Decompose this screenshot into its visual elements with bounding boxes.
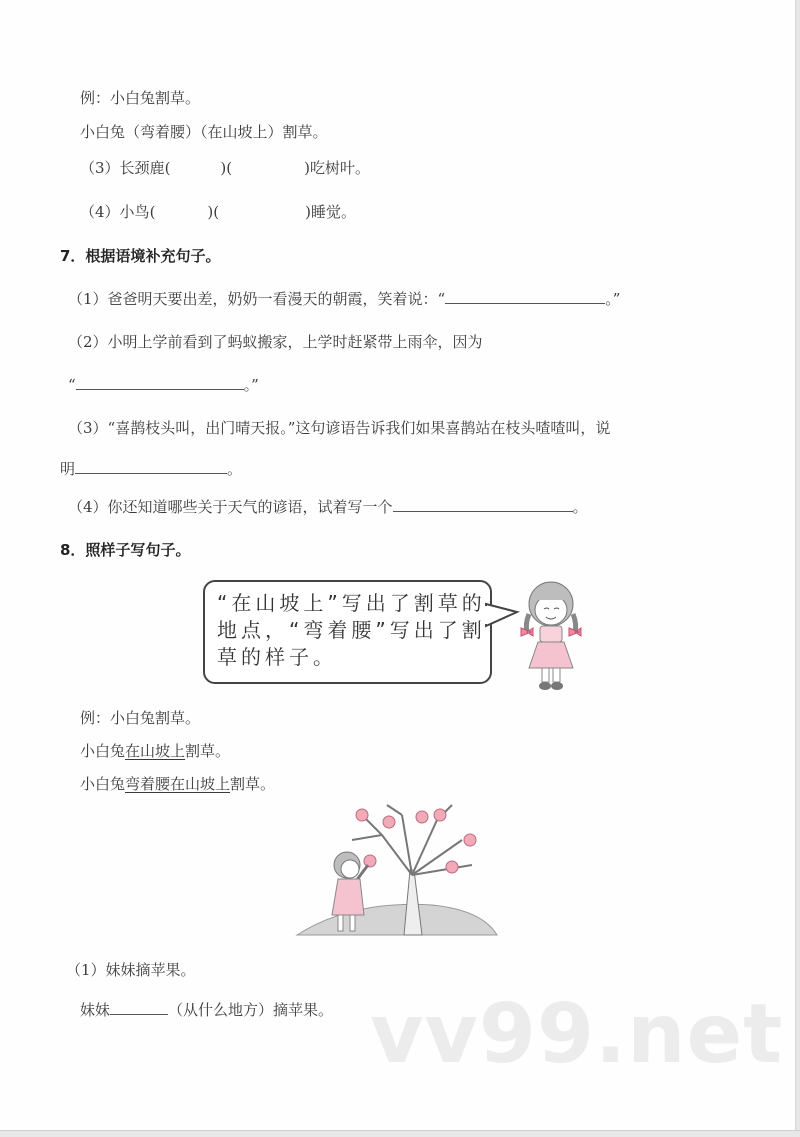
q7-item-3-blank[interactable] <box>75 459 227 474</box>
q7-item-1-text: （1）爸爸明天要出差，奶奶一看漫天的朝霞，笑着说：“ <box>68 290 446 308</box>
subject: 妹妹 <box>80 1001 111 1019</box>
subject: 小白兔 <box>80 775 126 793</box>
exercise-item-3 <box>80 158 370 178</box>
page-bottom-edge <box>0 1130 800 1137</box>
paren: ) <box>304 159 310 177</box>
q7-item-4-text: （4）你还知道哪些关于天气的谚语，试着写一个 <box>68 498 393 516</box>
item-predicate: 睡觉。 <box>311 203 357 221</box>
q8-item-1-blank[interactable] <box>110 1000 168 1015</box>
q7-item-1 <box>68 289 620 309</box>
paren: ( <box>164 159 171 177</box>
predicate: 割草。 <box>185 742 231 760</box>
q7-item-3-answer-line <box>60 459 242 479</box>
girl-picking-apples-illustration <box>292 795 502 945</box>
item-number: （4） <box>80 203 120 221</box>
q7-item-1-suffix: 。” <box>605 290 621 308</box>
q8-example-label: 例：小白兔割草。 <box>80 709 201 727</box>
example-label: 例：小白兔割草。 <box>80 89 201 107</box>
item-subject: 长颈鹿 <box>119 159 165 177</box>
exercise-item-4 <box>80 202 356 222</box>
period: 。 <box>572 498 588 516</box>
q7-item-2: （2）小明上学前看到了蚂蚁搬家，上学时赶紧带上雨伞，因为 <box>68 333 483 351</box>
q7-item-4 <box>68 497 588 517</box>
underlined-phrase: 在山坡上 <box>125 742 186 760</box>
item-predicate: 吃树叶。 <box>310 159 371 177</box>
paren: ) <box>305 203 311 221</box>
speech-bubble <box>203 580 492 684</box>
example-answer: 小白兔（弯着腰）（在山坡上）割草。 <box>80 123 328 141</box>
paren: )( <box>220 159 233 177</box>
q8-example-line-2 <box>80 774 275 794</box>
q7-item-2-blank[interactable] <box>76 375 244 390</box>
underlined-phrase: 弯着腰在山坡上 <box>125 775 231 793</box>
continuation: 明 <box>60 460 76 478</box>
q8-item-1-answer-line <box>80 1000 333 1020</box>
subject: 小白兔 <box>80 742 126 760</box>
q7-item-2-answer-line <box>68 375 259 395</box>
watermark: vv99.net <box>370 987 784 1082</box>
paren: )( <box>207 203 220 221</box>
girl-pigtails-illustration <box>515 578 585 696</box>
close-quote: 。” <box>243 376 259 394</box>
predicate: （从什么地方）摘苹果。 <box>168 1001 334 1019</box>
item-subject: 小鸟 <box>119 203 150 221</box>
period: 。 <box>227 460 243 478</box>
q7-item-4-blank[interactable] <box>393 497 573 512</box>
question-7-title: 7．根据语境补充句子。 <box>60 247 221 265</box>
q7-item-3: （3）“喜鹊枝头叫，出门晴天报。”这句谚语告诉我们如果喜鹊站在枝头喳喳叫，说 <box>68 419 611 437</box>
q7-item-1-blank[interactable] <box>445 289 605 304</box>
q8-example-line-1 <box>80 741 230 761</box>
predicate: 割草。 <box>230 775 276 793</box>
item-number: （3） <box>80 159 120 177</box>
q8-item-1-prompt: （1）妹妹摘苹果。 <box>66 961 196 979</box>
paren: ( <box>149 203 156 221</box>
speech-bubble-text: “在山坡上”写出了割草的地点，“弯着腰”写出了割草的样子。 <box>217 591 486 669</box>
open-quote: “ <box>68 376 76 394</box>
page-right-edge <box>795 0 800 1137</box>
question-8-title: 8．照样子写句子。 <box>60 541 191 559</box>
